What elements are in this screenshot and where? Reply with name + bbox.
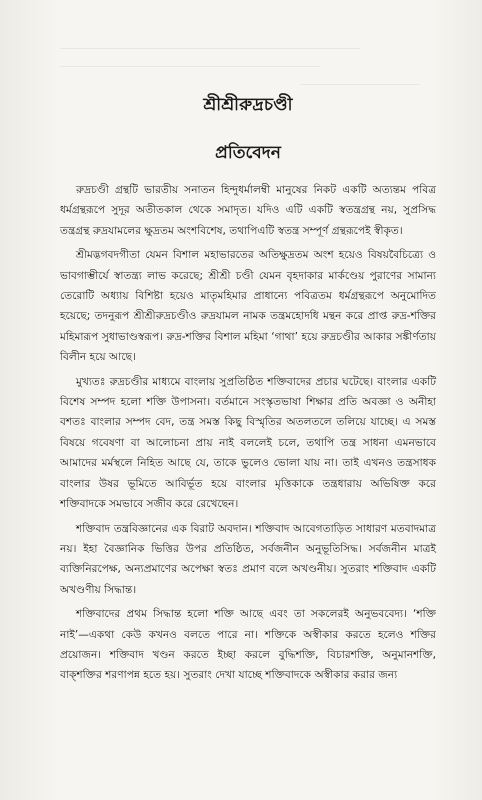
paragraph-2: শ্রীমদ্ভগবদগীতা যেমন বিশাল মহাভারতের অতিক্ষুদ্রতম অংশ হয়েও বিষয়বৈচিত্র্যে ও ভাবগাম্ভীর্যে স্বাতন্ত্র্য লাভ করেছে; শ্রীশ্রী চণ্ডী যেমন বৃহদাকার মার্কণ্ডেয় পুরাণের সামান্য তেরোটি অধ্যায় বিশিষ্টা হয়েও মাতৃমহিমার প্রাধান্যে পবিত্রতম ধর্মগ্রন্থরূপে অনুমোদিত হয়েছে; তদনুরূপ শ্রীশ্রীরুদ্রচণ্ডীও রুদ্রযামল নামক তন্ত্রমহোদধি মন্থন করে প্রাপ্ত রুদ্র-শক্তির মহিমারূপ সুধাভাণ্ডস্বরূপ। রুদ্র-শক্তির বিশাল মহিমা ‘গাথা’ হয়ে রুদ্রচণ্ডীর আকার সঙ্কীর্ণতায় বিলীন হয়ে আছে। [60, 249, 436, 364]
paragraph-1: রুদ্রচণ্ডী গ্রন্থটি ভারতীয় সনাতন হিন্দুধর্মালম্বী মানুষের নিকট একটি অত্যন্তম পবিত্র ধর্মগ্রন্থরূপে সুদূর অতীতকাল থেকে সমাদৃত। যদিও এটি একটি স্বতন্ত্রগ্রন্থ নয়, সুপ্রসিদ্ধ তন্ত্রগ্রন্থ রুদ্রযামলের ক্ষুদ্রতম অংশবিশেষ, তথাপিএটি স্বতন্ত্র সম্পূর্ণ গ্রন্থরূপেই স্বীকৃত। [60, 184, 436, 237]
page-content [60, 92, 436, 690]
paragraph-4: শক্তিবাদ তন্ত্রবিজ্ঞানের এক বিরাট অবদান। শক্তিবাদ আবেগতাড়িত সাধারণ মতবাদমাত্র নয়। ইহা বৈজ্ঞানিক ভিত্তির উপর প্রতিষ্ঠিত, সর্বজনীন অনুভূতিসিদ্ধ। সর্বজনীন মাত্রই ব্যক্তিনিরপেক্ষ, অন্যপ্রমাণের অপেক্ষা স্বতঃ প্রমাণ বলে অখণ্ডনীয়। সুতরাং শক্তিবাদ একটি অখণ্ডণীয় সিদ্ধান্ত। [60, 522, 436, 596]
page-title: শ্রীশ্রীরুদ্রচণ্ডী [203, 95, 293, 115]
bleed-through-line [300, 84, 420, 85]
paragraph-3: মুখ্যতঃ রুদ্রচণ্ডীর মাধ্যমে বাংলায় সুপ্রতিষ্ঠিত শক্তিবাদের প্রচার ঘটেছে। বাংলার একটি বিশেষ সম্পদ হলো শক্তি উপাসনা। বর্তমানে সংস্কৃতভাষা শিক্ষার প্রতি অবজ্ঞা ও অনীহা বশতঃ বাংলার সম্পদ বেদ, তন্ত্র সমস্ত কিছু বিস্মৃতির অতলতলে তলিয়ে যাচ্ছে। এ সমস্ত বিষয়ে গবেষণা বা আলোচনা প্রায় নাই বললেই চলে, তথাপি তন্ত্র সাধনা এমনভাবে আমাদের মর্মস্থলে নিহিত আছে যে, তাকে ভুলেও ভোলা যায় না। তাই এখনও তন্ত্রসাধক বাংলার উষর ভূমিতে আবির্ভূত হয়ে বাংলার মৃত্তিকাকে তন্ত্রধারায় অভিষিক্ত করে শক্তিবাদকে সমভাবে সজীব করে রেখেছেন। [60, 375, 436, 511]
bleed-through-line [60, 66, 320, 67]
paragraph-5: শক্তিবাদের প্রথম সিদ্ধান্ত হলো শক্তি আছে এবং তা সকলেরই অনুভববেদ্য। ‘শক্তি নাই’—একথা কেউ কখনও বলতে পারে না। শক্তিকে অস্বীকার করতে হলেও শক্তির প্রয়োজন। শক্তিবাদ খণ্ডন করতে ইচ্ছা করলে বুদ্ধিশক্তি, বিচারশক্তি, অনুমানশক্তি, বাক্‌শক্তির শরণাপন্ন হতে হয়। সুতরাং দেখা যাচ্ছে শক্তিবাদকে অস্বীকার করার জন্য [60, 608, 436, 682]
bleed-through-line [60, 48, 360, 49]
section-heading: প্রতিবেদন [215, 143, 281, 163]
